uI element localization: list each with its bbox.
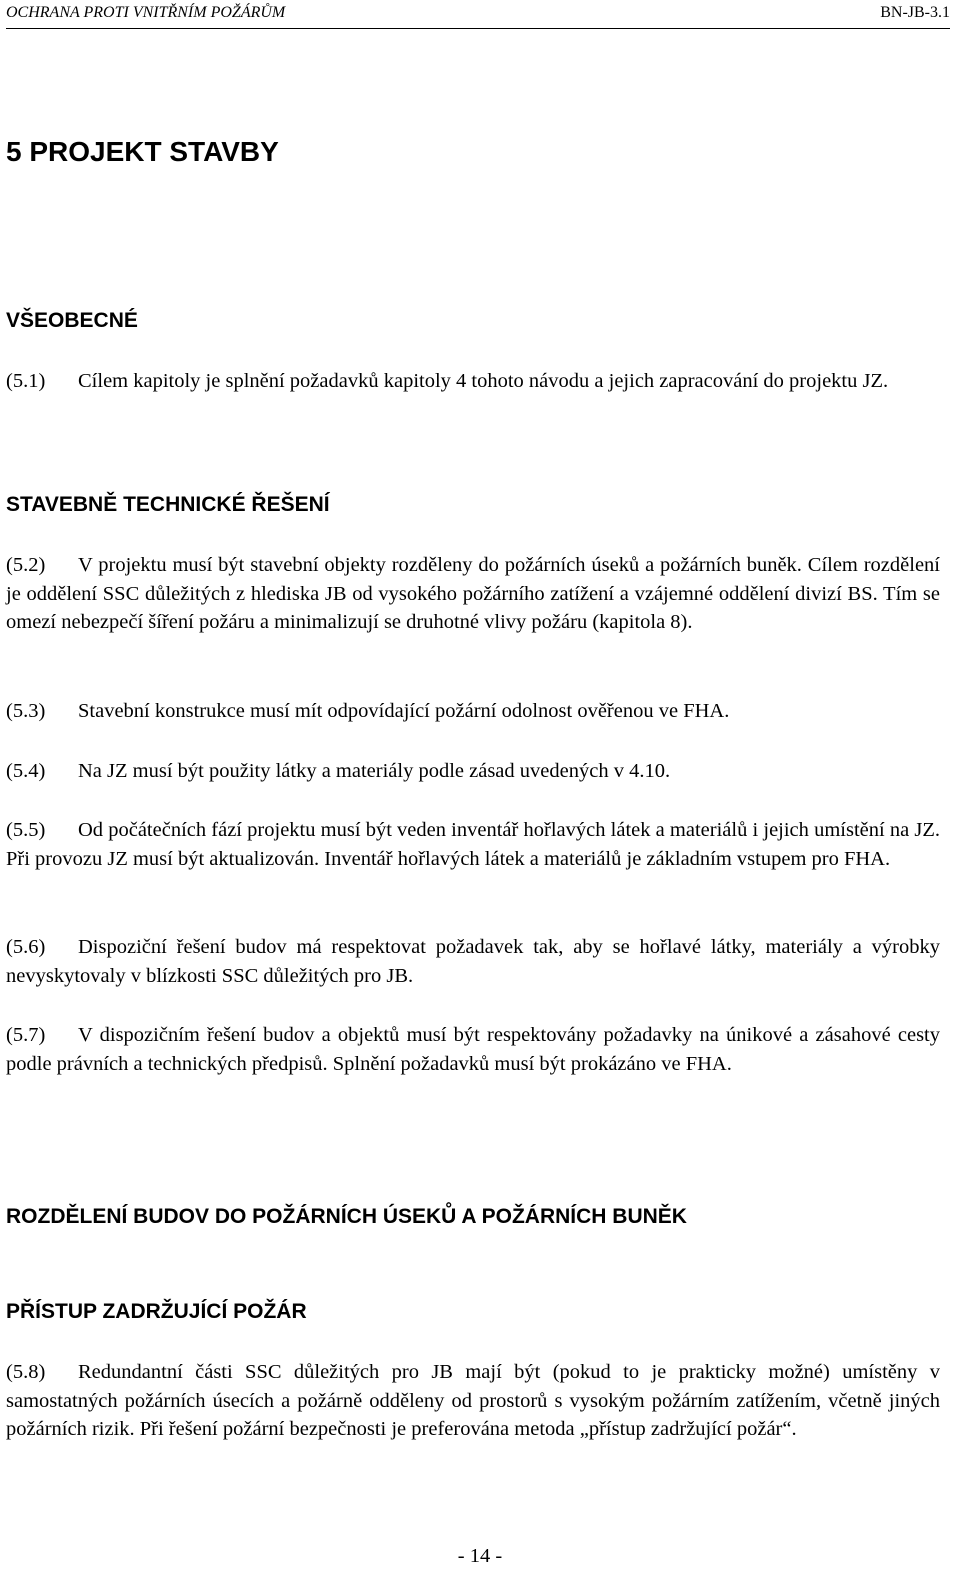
paragraph-number: (5.5) — [6, 819, 46, 841]
paragraph-number: (5.6) — [6, 936, 46, 958]
paragraph-5-2 — [6, 551, 940, 637]
header-title: OCHRANA PROTI VNITŘNÍM POŽÁRŮM — [6, 4, 286, 21]
paragraph-number: (5.3) — [6, 700, 46, 722]
paragraph-5-1 — [6, 367, 940, 396]
paragraph-text: V projektu musí být stavební objekty rozděleny do požárních úseků a požárních buněk. Cílem rozdělení je oddělení SSC důležitých z hlediska JB od vysokého požárního zatížení a vzájemné oddělení divizí BS. Tím se omezí nebezpečí šíření požáru a minimalizují se druhotné vlivy požáru (kapitola 8). — [6, 554, 940, 633]
paragraph-5-4 — [6, 757, 940, 786]
paragraph-text: Stavební konstrukce musí mít odpovídající požární odolnost ověřenou ve FHA. — [78, 700, 730, 722]
paragraph-5-3 — [6, 697, 940, 726]
section-heading-general: VŠEOBECNÉ — [6, 309, 138, 332]
paragraph-5-7 — [6, 1021, 940, 1078]
paragraph-text: Cílem kapitoly je splnění požadavků kapitoly 4 tohoto návodu a jejich zapracování do projektu JZ. — [78, 370, 889, 392]
header-document-code: BN-JB-3.1 — [880, 4, 950, 21]
paragraph-text: Od počátečních fází projektu musí být veden inventář hořlavých látek a materiálů i jejich umístění na JZ. Při provozu JZ musí být aktualizován. Inventář hořlavých látek a materiálů je základním vstupem pro FHA. — [6, 819, 940, 870]
paragraph-text: Redundantní části SSC důležitých pro JB mají být (pokud to je prakticky možné) umístěny v samostatných požárních úsecích a požárně odděleny od prostorů s vysokým požárním zatížením, včetně jiných požárních rizik. Při řešení požární bezpečnosti je preferována metoda „přístup zadržující požár“. — [6, 1361, 940, 1440]
page-header — [6, 4, 950, 26]
header-rule — [6, 28, 950, 29]
paragraph-text: Dispoziční řešení budov má respektovat požadavek tak, aby se hořlavé látky, materiály a výrobky nevyskytovaly v blízkosti SSC důležitých pro JB. — [6, 936, 940, 987]
chapter-title: 5 PROJEKT STAVBY — [6, 136, 279, 167]
section-heading-construction: STAVEBNĚ TECHNICKÉ ŘEŠENÍ — [6, 493, 330, 516]
paragraph-number: (5.1) — [6, 370, 46, 392]
paragraph-number: (5.8) — [6, 1361, 46, 1383]
paragraph-number: (5.7) — [6, 1024, 46, 1046]
paragraph-text: V dispozičním řešení budov a objektů musí být respektovány požadavky na únikové a zásahové cesty podle právních a technických předpisů. Splnění požadavků musí být prokázáno ve FHA. — [6, 1024, 940, 1075]
paragraph-5-6 — [6, 933, 940, 990]
paragraph-5-8 — [6, 1358, 940, 1444]
paragraph-text: Na JZ musí být použity látky a materiály podle zásad uvedených v 4.10. — [78, 760, 671, 782]
section-heading-division: ROZDĚLENÍ BUDOV DO POŽÁRNÍCH ÚSEKŮ A POŽÁRNÍCH BUNĚK — [6, 1205, 687, 1228]
paragraph-number: (5.4) — [6, 760, 46, 782]
section-heading-approach: PŘÍSTUP ZADRŽUJÍCÍ POŽÁR — [6, 1300, 307, 1323]
page-number: - 14 - — [457, 1545, 503, 1567]
paragraph-number: (5.2) — [6, 554, 46, 576]
paragraph-5-5 — [6, 816, 940, 873]
